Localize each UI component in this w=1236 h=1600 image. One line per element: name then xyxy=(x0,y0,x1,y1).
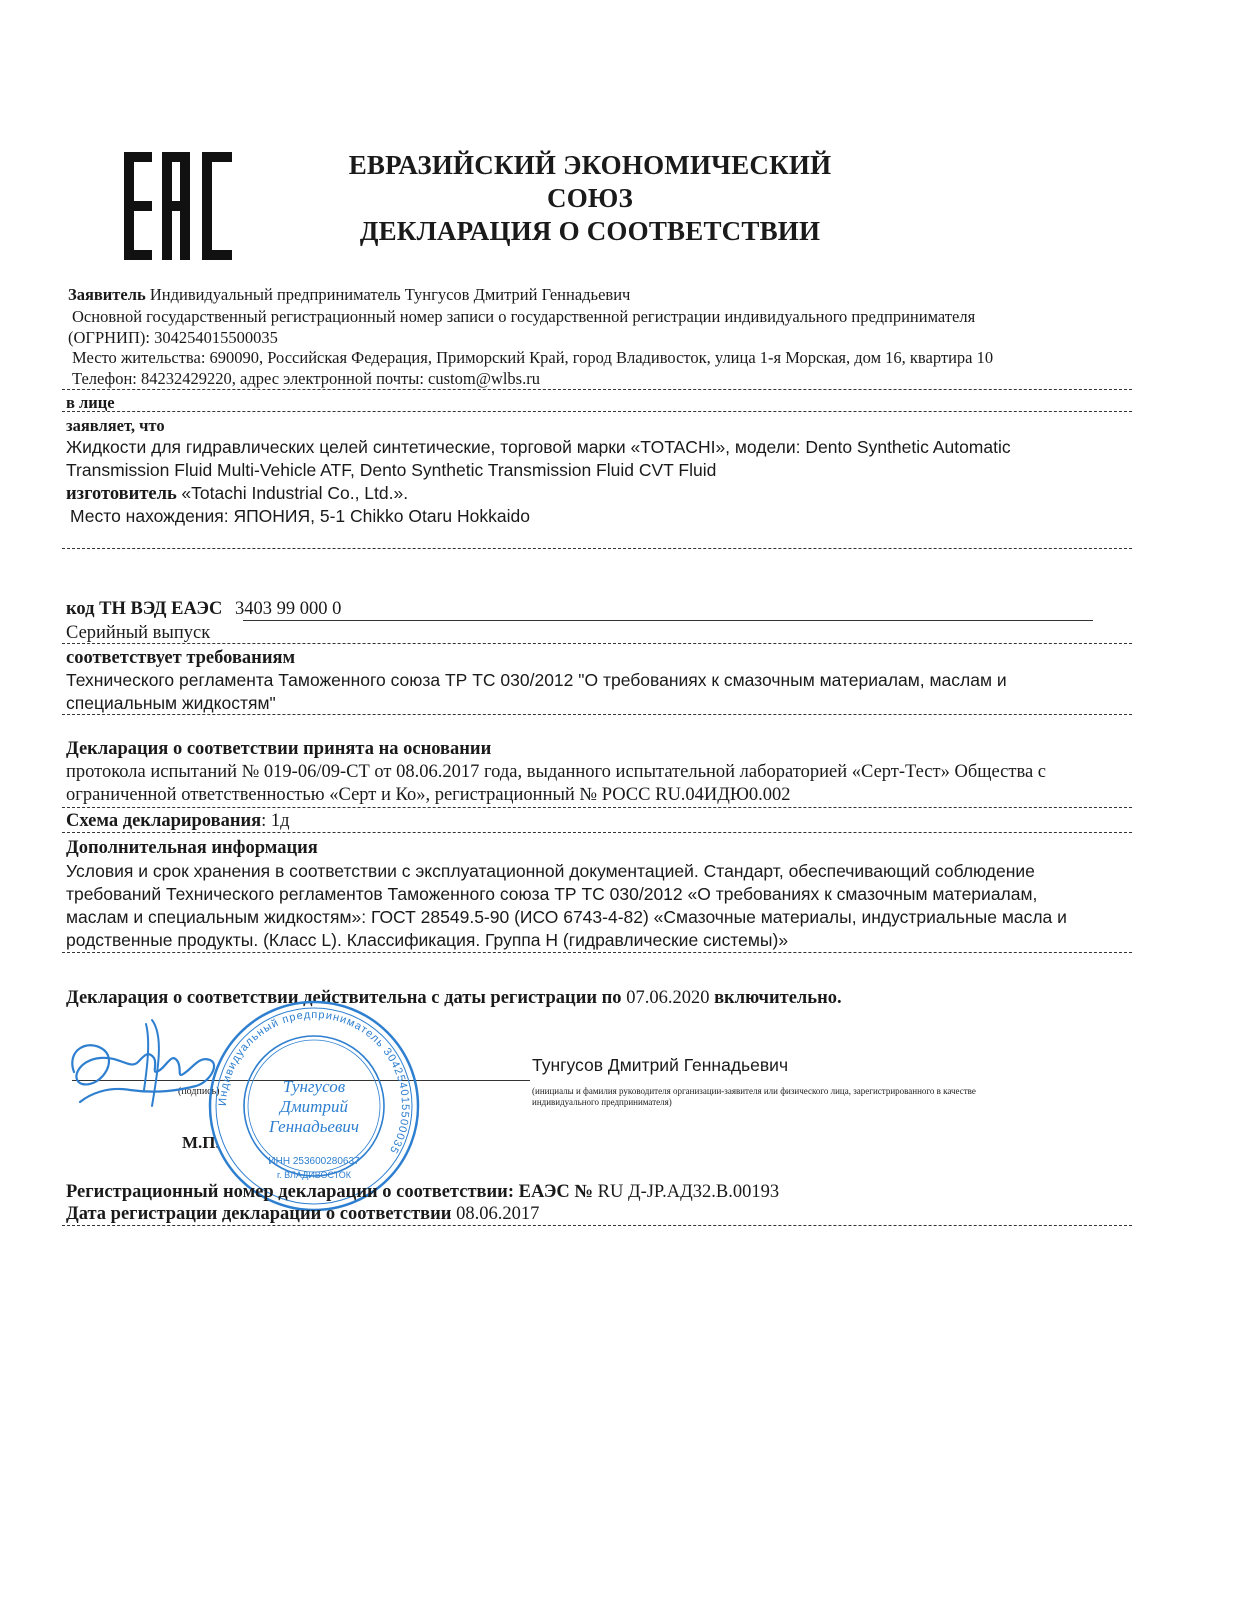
applicant-label: Заявитель xyxy=(68,285,146,304)
applicant-name: Индивидуальный предприниматель Тунгусов Дмитрий Геннадьевич xyxy=(149,285,631,304)
scheme-value: : 1д xyxy=(261,811,290,831)
divider xyxy=(62,952,1132,953)
divider xyxy=(62,807,1132,808)
seal-name-3: Геннадьевич xyxy=(269,1117,359,1136)
seal-name-1: Тунгусов xyxy=(282,1077,346,1096)
product-line-1: Жидкости для гидравлических целей синтетические, торговой марки «TOTACHI», модели: Dento Synthetic Automatic xyxy=(66,437,1011,457)
signature-caption xyxy=(532,1086,1052,1108)
applicant-contacts: Телефон: 84232429220, адрес электронной почты: custom@wlbs.ru xyxy=(72,369,540,388)
manufacturer-label: изготовитель xyxy=(66,484,177,504)
manufacturer-value: «Totachi Industrial Co., Ltd.». xyxy=(181,483,409,503)
podpis-label: (подпись) xyxy=(178,1086,220,1097)
requirements-label: соответствует требованиям xyxy=(66,648,296,668)
seal-inn: ИНН 253600280637 xyxy=(268,1156,360,1167)
additional-line-2: требований Технического регламентов Таможенного союза ТР ТС 030/2012 «О требованиях к смазочным материалам, xyxy=(66,884,1038,904)
basis-line-2: ограниченной ответственностью «Серт и Ко», регистрационный № РОСС RU.04ИДЮ0.002 xyxy=(66,785,791,805)
applicant-address: Место жительства: 690090, Российская Федерация, Приморский Край, город Владивосток, улица 1-я Морская, дом 16, квартира 10 xyxy=(72,348,994,367)
registration-number-row xyxy=(66,1181,779,1204)
divider xyxy=(62,548,1132,549)
header-line-2: СОЮЗ xyxy=(547,183,633,213)
registration-date-row xyxy=(66,1203,539,1226)
seal-city: г. ВЛАДИВОСТОК xyxy=(276,1170,352,1180)
applicant-row xyxy=(68,284,630,306)
validity-date: 07.06.2020 xyxy=(626,988,710,1008)
signatory-name: Тунгусов Дмитрий Геннадьевич xyxy=(532,1055,789,1075)
divider xyxy=(62,832,1132,833)
requirements-line-1: Технического регламента Таможенного союза ТР ТС 030/2012 "О требованиях к смазочным материалам, маслам и xyxy=(66,670,1007,690)
code-underline xyxy=(243,620,1093,621)
registration-date-value: 08.06.2017 xyxy=(456,1204,540,1224)
eac-logo xyxy=(122,150,234,262)
product-line-2: Transmission Fluid Multi-Vehicle ATF, Dento Synthetic Transmission Fluid CVT Fluid xyxy=(66,460,717,480)
additional-line-3: маслам и специальным жидкостям»: ГОСТ 28549.5-90 (ИСО 6743-4-82) «Смазочные материалы, индустриальные масла и xyxy=(66,907,1067,927)
additional-line-4: родственные продукты. (Класс L). Классификация. Группа Н (гидравлические системы)» xyxy=(66,930,789,950)
seal-outer-text: Индивидуальный предприниматель 304254015500035 xyxy=(216,1008,412,1157)
manufacturer-row xyxy=(66,482,408,506)
basis-label: Декларация о соответствии принята на основании xyxy=(66,739,492,759)
applicant-ogrnip-1: Основной государственный регистрационный номер записи о государственной регистрации индивидуального предпринимателя xyxy=(72,307,976,326)
code-label: код ТН ВЭД ЕАЭС xyxy=(66,599,223,619)
scheme-label: Схема декларирования xyxy=(66,811,262,831)
code-value: 3403 99 000 0 xyxy=(234,599,342,619)
seal-name-2: Дмитрий xyxy=(280,1097,348,1116)
validity-suffix: включительно. xyxy=(714,988,842,1008)
registration-number-label: Регистрационный номер декларации о соответствии: ЕАЭС № xyxy=(66,1182,593,1202)
divider xyxy=(62,411,1132,412)
additional-line-1: Условия и срок хранения в соответствии с эксплуатационной документацией. Стандарт, обеспечивающий соблюдение xyxy=(66,861,1035,881)
mp-label: М.П. xyxy=(182,1133,220,1152)
declares-label: заявляет, что xyxy=(66,416,165,435)
divider xyxy=(62,643,1132,644)
requirements-line-2: специальным жидкостям" xyxy=(66,693,276,713)
validity-prefix: Декларация о соответствии действительна с даты регистрации по xyxy=(66,988,622,1008)
applicant-ogrnip-2: (ОГРНИП): 304254015500035 xyxy=(68,328,278,347)
validity-row xyxy=(66,987,842,1010)
additional-label: Дополнительная информация xyxy=(66,838,318,858)
signature-caption-line-1: (инициалы и фамилия руководителя организации-заявителя или физического лица, зарегистрированного в качестве xyxy=(532,1086,976,1096)
signature-caption-line-2: индивидуального предпринимателя) xyxy=(532,1097,672,1107)
header-line-3: ДЕКЛАРАЦИЯ О СООТВЕТСТВИИ xyxy=(359,216,821,246)
divider xyxy=(62,389,1132,390)
header-line-1: ЕВРАЗИЙСКИЙ ЭКОНОМИЧЕСКИЙ xyxy=(348,150,832,180)
in-person-label: в лице xyxy=(66,393,115,412)
basis-line-1: протокола испытаний № 019-06/09-СТ от 08.06.2017 года, выданного испытательной лабораторией «Серт-Тест» Общества с xyxy=(66,762,1046,782)
divider xyxy=(62,1225,1132,1226)
manufacturer-location: Место нахождения: ЯПОНИЯ, 5-1 Chikko Otaru Hokkaido xyxy=(70,506,530,526)
code-row xyxy=(66,598,341,621)
divider xyxy=(62,714,1132,715)
release-type: Серийный выпуск xyxy=(66,623,211,643)
registration-number-value: RU Д-JP.АД32.В.00193 xyxy=(597,1182,780,1202)
scheme-row xyxy=(66,810,290,833)
registration-date-label: Дата регистрации декларации о соответствии xyxy=(66,1204,452,1224)
